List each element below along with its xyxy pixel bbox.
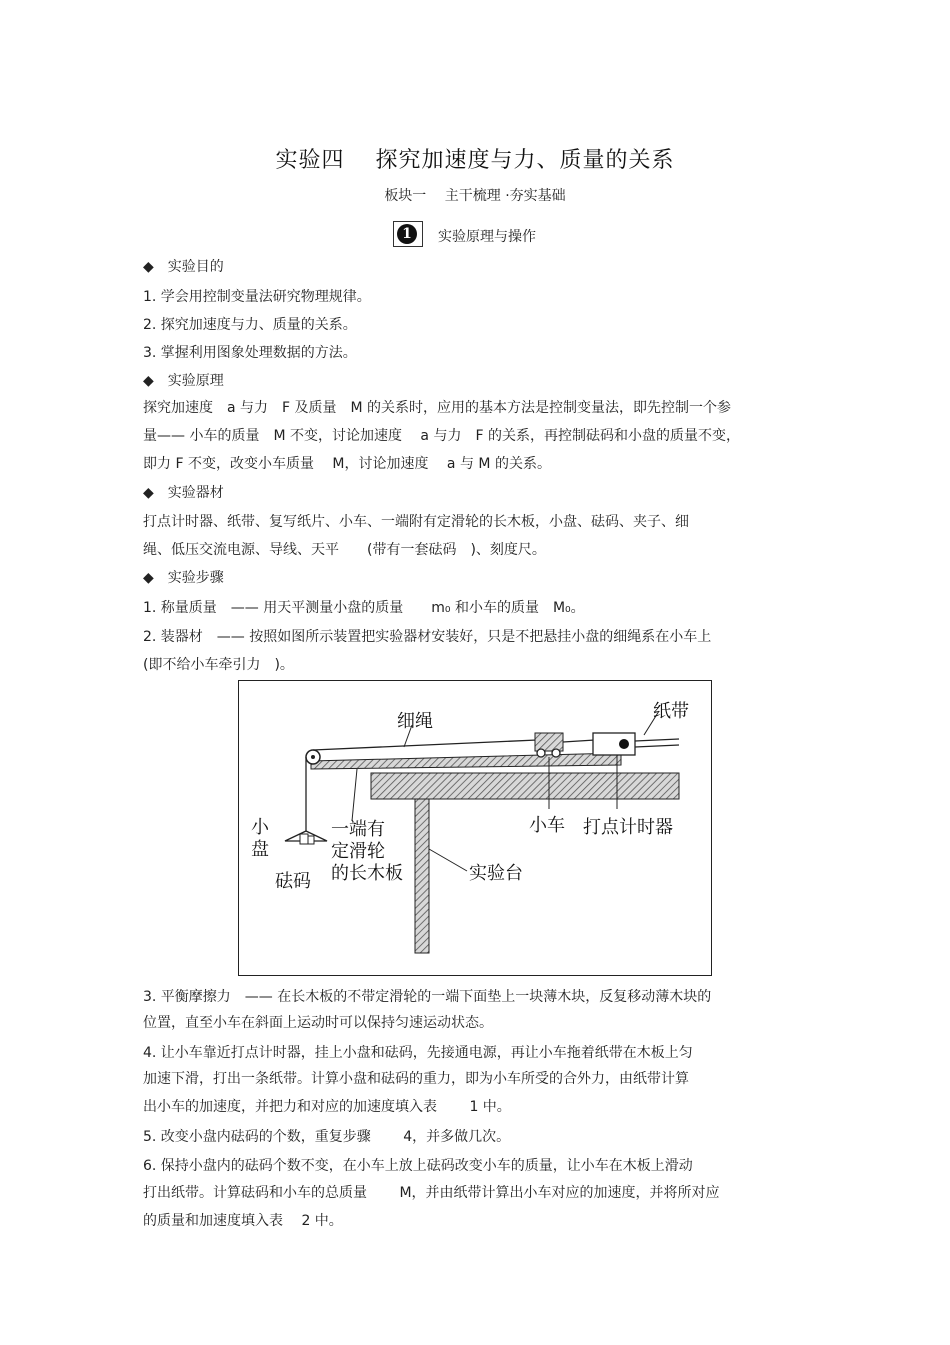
- heading-equipment: ◆ 实验器材: [143, 485, 224, 501]
- label-board: 的长木板: [331, 863, 403, 884]
- pulley-axle: [311, 755, 315, 759]
- section-subtitle: 板块一 主干梳理 ·夯实基础: [384, 188, 566, 204]
- text-line: 1. 学会用控制变量法研究物理规律。: [143, 289, 371, 305]
- text-line: 2. 装器材 —— 按照如图所示装置把实验器材安装好，只是不把悬挂小盘的细绳系在小车上: [143, 629, 712, 645]
- text-line: 3. 掌握利用图象处理数据的方法。: [143, 345, 357, 361]
- text-line: 的质量和加速度填入表 2 中。: [143, 1213, 343, 1229]
- label-pan: 盘: [251, 839, 269, 860]
- label-tape: 纸带: [653, 701, 689, 722]
- text-line: 5. 改变小盘内砝码的个数，重复步骤 4，并多做几次。: [143, 1129, 511, 1145]
- cart-wheel: [552, 749, 560, 757]
- text-line: 即力 F 不变，改变小车质量 M，讨论加速度 a 与 M 的关系。: [143, 456, 551, 472]
- long-board: [311, 753, 621, 769]
- label-weights: 砝码: [275, 871, 311, 892]
- label-pan: 小: [251, 817, 269, 838]
- paper-tape-exit: [635, 739, 679, 741]
- heading-purpose: ◆ 实验目的: [143, 259, 224, 275]
- cart-wheel: [537, 749, 545, 757]
- text-line: 6. 保持小盘内的砝码个数不变，在小车上放上砝码改变小车的质量，让小车在木板上滑动: [143, 1158, 693, 1174]
- apparatus-figure: [238, 680, 712, 976]
- page-title: 实验四 探究加速度与力、质量的关系: [275, 148, 675, 173]
- label-rope: 细绳: [397, 711, 433, 732]
- text-line: 2. 探究加速度与力、质量的关系。: [143, 317, 357, 333]
- section-heading: 实验原理与操作: [438, 229, 536, 245]
- label-board: 定滑轮: [331, 841, 385, 862]
- label-board: 一端有: [331, 819, 385, 840]
- leader-table: [429, 849, 467, 871]
- rope-horizontal: [313, 740, 537, 750]
- section-number: 1: [397, 224, 417, 244]
- text-line: 出小车的加速度，并把力和对应的加速度填入表 1 中。: [143, 1099, 511, 1115]
- text-line: 打点计时器、纸带、复写纸片、小车、一端附有定滑轮的长木板，小盘、砝码、夹子、细: [143, 514, 689, 530]
- paper-tape-exit: [635, 745, 679, 747]
- text-line: 量—— 小车的质量 M 不变，讨论加速度 a 与力 F 的关系，再控制砝码和小盘的质量不变，: [143, 428, 740, 444]
- timer-dot: [619, 739, 629, 749]
- cart-body: [535, 733, 563, 751]
- text-line: 位置，直至小车在斜面上运动时可以保持匀速运动状态。: [143, 1015, 493, 1031]
- apparatus-diagram: [239, 681, 711, 975]
- weight-1: [300, 834, 308, 844]
- label-table: 实验台: [469, 863, 523, 884]
- label-cart: 小车: [529, 815, 565, 836]
- label-timer: 打点计时器: [583, 817, 673, 838]
- text-line: 打出纸带。计算砝码和小车的总质量 M，并由纸带计算出小车对应的加速度，并将所对应: [143, 1185, 720, 1201]
- text-line: 3. 平衡摩擦力 —— 在长木板的不带定滑轮的一端下面垫上一块薄木块，反复移动薄木块的: [143, 989, 712, 1005]
- text-line: 探究加速度 a 与力 F 及质量 M 的关系时，应用的基本方法是控制变量法，即先控制一个参: [143, 400, 732, 416]
- text-line: 加速下滑，打出一条纸带。计算小盘和砝码的重力，即为小车所受的合外力，由纸带计算: [143, 1071, 689, 1087]
- text-line: 1. 称量质量 —— 用天平测量小盘的质量 m₀ 和小车的质量 M₀。: [143, 600, 585, 616]
- heading-steps: ◆ 实验步骤: [143, 570, 224, 586]
- heading-principle: ◆ 实验原理: [143, 373, 224, 389]
- text-line: 绳、低压交流电源、导线、天平 (带有一套砝码 )、刻度尺。: [143, 542, 546, 558]
- section-number-badge: [393, 221, 423, 247]
- table-leg: [415, 799, 429, 953]
- leader-board: [352, 769, 357, 821]
- paper-tape: [563, 740, 595, 742]
- text-line: 4. 让小车靠近打点计时器，挂上小盘和砝码，先接通电源，再让小车拖着纸带在木板上匀: [143, 1045, 693, 1061]
- weight-2: [308, 836, 314, 844]
- table-top: [371, 773, 679, 799]
- text-line: (即不给小车牵引力 )。: [143, 657, 294, 673]
